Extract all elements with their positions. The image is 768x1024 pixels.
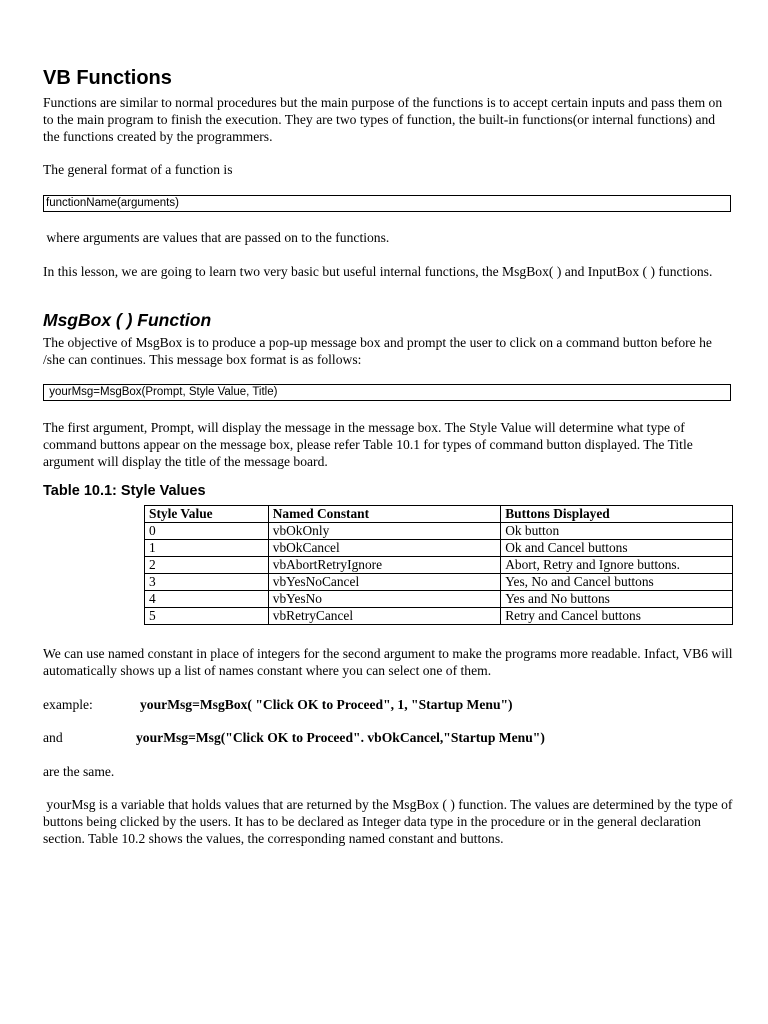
table-header-cell: Named Constant — [268, 506, 500, 523]
arguments-text: where arguments are values that are passed on to the functions. — [43, 230, 390, 245]
table-cell: Yes and No buttons — [501, 591, 733, 608]
msgbox-objective-paragraph: The objective of MsgBox is to produce a pop-up message box and prompt the user to click on a command button before he /she can continues. This message box format is as follows: — [43, 335, 712, 367]
table-row — [145, 574, 733, 591]
table-header-row — [145, 506, 733, 523]
table-header-cell: Buttons Displayed — [501, 506, 733, 523]
table-cell: 3 — [145, 574, 269, 591]
example-label: example: — [43, 697, 93, 712]
table-row — [145, 557, 733, 574]
intro-paragraph: Functions are similar to normal procedures but the main purpose of the functions is to accept certain inputs and pass them on to the main program to finish the execution. They are two types of function, the built-in functions(or internal functions) and the functions created by the programmers. — [43, 95, 723, 144]
table-cell: Retry and Cancel buttons — [501, 608, 733, 625]
table-cell: Abort, Retry and Ignore buttons. — [501, 557, 733, 574]
table-cell: vbAbortRetryIgnore — [268, 557, 500, 574]
table-cell: vbYesNo — [268, 591, 500, 608]
table-cell: vbRetryCancel — [268, 608, 500, 625]
table-cell: vbYesNoCancel — [268, 574, 500, 591]
named-constant-paragraph: We can use named constant in place of integers for the second argument to make the programs more readable. Infact, VB6 will automatically shows up a list of names constant where you can select one of them. — [43, 646, 733, 678]
msgbox-heading: MsgBox ( ) Function — [43, 310, 212, 330]
arguments-explained-paragraph: The first argument, Prompt, will display the message in the message box. The Style Value will determine what type of command buttons appear on the message box, please refer Table 10.1 for types of command button displayed. The Title argument will display the title of the message board. — [43, 420, 693, 469]
table-header-cell: Style Value — [145, 506, 269, 523]
table-cell: Ok button — [501, 523, 733, 540]
table-cell: Ok and Cancel buttons — [501, 540, 733, 557]
lesson-paragraph: In this lesson, we are going to learn two very basic but useful internal functions, the MsgBox( ) and InputBox ( ) functions. — [43, 264, 713, 279]
and-label: and — [43, 730, 63, 745]
table-cell: vbOkCancel — [268, 540, 500, 557]
table-row — [145, 523, 733, 540]
table-cell: Yes, No and Cancel buttons — [501, 574, 733, 591]
table-row — [145, 608, 733, 625]
yourmsg-paragraph: yourMsg is a variable that holds values that are returned by the MsgBox ( ) function. The values are determined by the type of buttons being clicked by the users. It has to be declared as Integer data type in the procedure or in the general declaration section. Table 10.2 shows the values, the corresponding named constant and buttons. — [43, 797, 736, 846]
table-row — [145, 540, 733, 557]
table-cell: 2 — [145, 557, 269, 574]
page-title: VB Functions — [43, 67, 172, 89]
table-cell: 0 — [145, 523, 269, 540]
table-row — [145, 591, 733, 608]
table-cell: 4 — [145, 591, 269, 608]
style-values-table — [144, 505, 733, 625]
example-code-2: yourMsg=Msg("Click OK to Proceed". vbOkCancel,"Startup Menu") — [136, 730, 545, 745]
table-cell: 5 — [145, 608, 269, 625]
general-format-code-box: functionName(arguments) — [43, 195, 731, 212]
msgbox-format-code-box: yourMsg=MsgBox(Prompt, Style Value, Title) — [43, 384, 731, 401]
table-cell: 1 — [145, 540, 269, 557]
example-code: yourMsg=MsgBox( "Click OK to Proceed", 1, "Startup Menu") — [140, 697, 513, 712]
table-caption: Table 10.1: Style Values — [43, 483, 206, 499]
general-format-text: The general format of a function is — [43, 162, 233, 177]
same-text: are the same. — [43, 764, 115, 779]
table-cell: vbOkOnly — [268, 523, 500, 540]
